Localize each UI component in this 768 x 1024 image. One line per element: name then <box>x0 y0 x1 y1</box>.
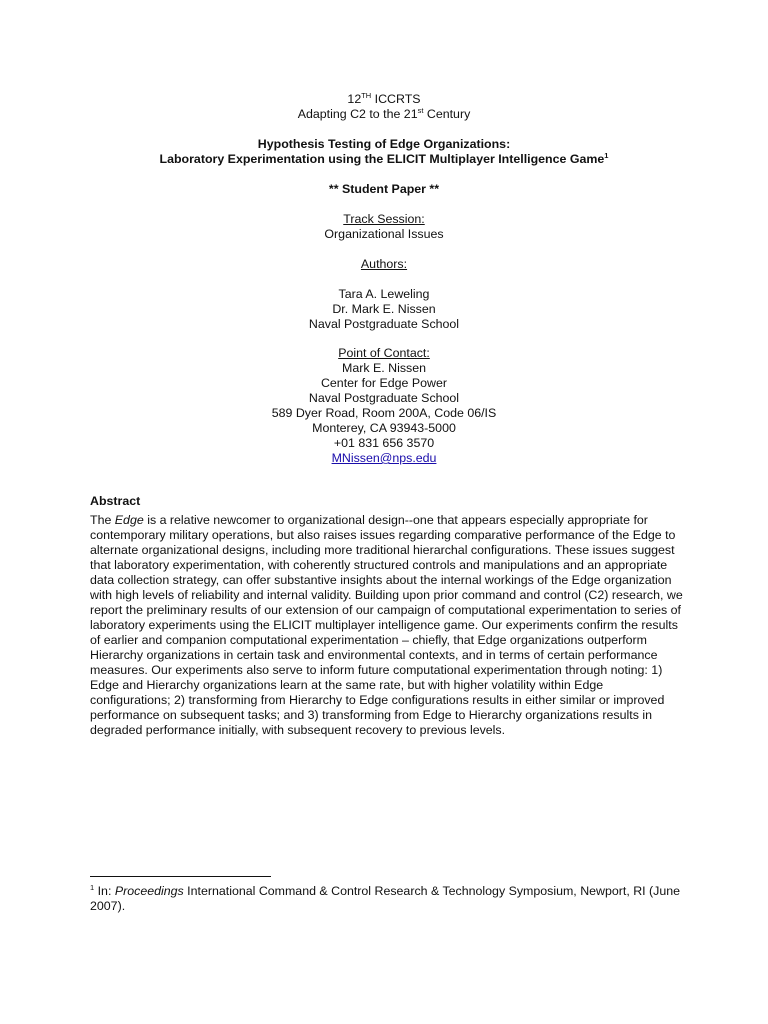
contact-name: Mark E. Nissen <box>342 361 426 375</box>
footnote-separator <box>90 876 271 877</box>
footnote-emphasis: Proceedings <box>114 884 184 898</box>
abstract-body <box>90 513 686 738</box>
paper-title-line-1: Hypothesis Testing of Edge Organizations: <box>257 137 511 151</box>
paper-title-line-2 <box>0 152 768 167</box>
author-name: Tara A. Leweling <box>338 287 430 301</box>
conference-theme-suffix: Century <box>423 107 471 121</box>
conference-number-text: 12 <box>347 92 362 106</box>
authors-label: Authors: <box>360 257 408 271</box>
contact-school: Naval Postgraduate School <box>308 391 460 405</box>
conference-theme <box>0 107 768 122</box>
contact-street-address: 589 Dyer Road, Room 200A, Code 06/IS <box>271 406 497 420</box>
conference-number <box>0 92 768 107</box>
footnote <box>90 884 686 914</box>
contact-email-link[interactable]: MNissen@nps.edu <box>331 451 437 465</box>
contact-city-state-zip: Monterey, CA 93943-5000 <box>312 421 456 435</box>
footnote-text: International Command & Control Research & Technology Symposium, Newport, RI (June 2007). <box>90 884 681 913</box>
author-affiliation: Naval Postgraduate School <box>308 317 460 331</box>
conference-number-superscript: TH <box>361 91 372 100</box>
author-name: Dr. Mark E. Nissen <box>332 302 436 316</box>
contact-organization: Center for Edge Power <box>320 376 448 390</box>
contact-phone: +01 831 656 3570 <box>333 436 435 450</box>
abstract-text: is a relative newcomer to organizational design--one that appears especially appropriate for contemporary military operations, but also raises issues regarding comparative performance of the Edge to alternate organizational designs, including more traditional hierarchal configurations. These issues suggest that laboratory experimentation, with coherently structured controls and manipulations and an appropriate data collection strategy, can offer substantive insights about the internal workings of the Edge organization with high levels of reliability and internal validity. Building upon prior command and control (C2) research, we report the preliminary results of our extension of our campaign of computational experimentation to series of laboratory experiments using the ELICIT multiplayer intelligence game. Our experiments confirm the results of earlier and companion computational experimentation – chiefly, that Edge organizations outperform Hierarchy organizations in certain task and environmental contexts, and in terms of certain performance measures. Our experiments also serve to inform future computational experimentation through noting: 1) Edge and Hierarchy organizations learn at the same rate, but with higher volatility within Edge configurations; 2) transforming from Hierarchy to Edge configurations results in either similar or improved performance on subsequent tasks; and 3) transforming from Edge to Hierarchy organizations results in degraded performance initially, with subsequent recovery to previous levels. <box>90 513 683 737</box>
abstract-lead: The <box>90 513 115 527</box>
track-session-value: Organizational Issues <box>324 227 444 241</box>
conference-name: ICCRTS <box>371 92 421 106</box>
abstract-heading: Abstract <box>90 494 141 508</box>
conference-theme-text: Adapting C2 to the 21 <box>297 107 418 121</box>
paper-title-line-2-text: Laboratory Experimentation using the ELICIT Multiplayer Intelligence Game <box>159 152 605 166</box>
track-session-label: Track Session: <box>343 212 425 226</box>
title-footnote-reference: 1 <box>604 151 609 160</box>
paper-type: ** Student Paper ** <box>328 182 440 196</box>
contact-email-row <box>0 451 768 466</box>
conference-theme-superscript: st <box>417 106 424 115</box>
point-of-contact-label: Point of Contact: <box>338 346 430 360</box>
abstract-emphasis: Edge <box>114 513 144 527</box>
footnote-number: 1 <box>90 883 95 892</box>
footnote-prefix: In: <box>94 884 115 898</box>
